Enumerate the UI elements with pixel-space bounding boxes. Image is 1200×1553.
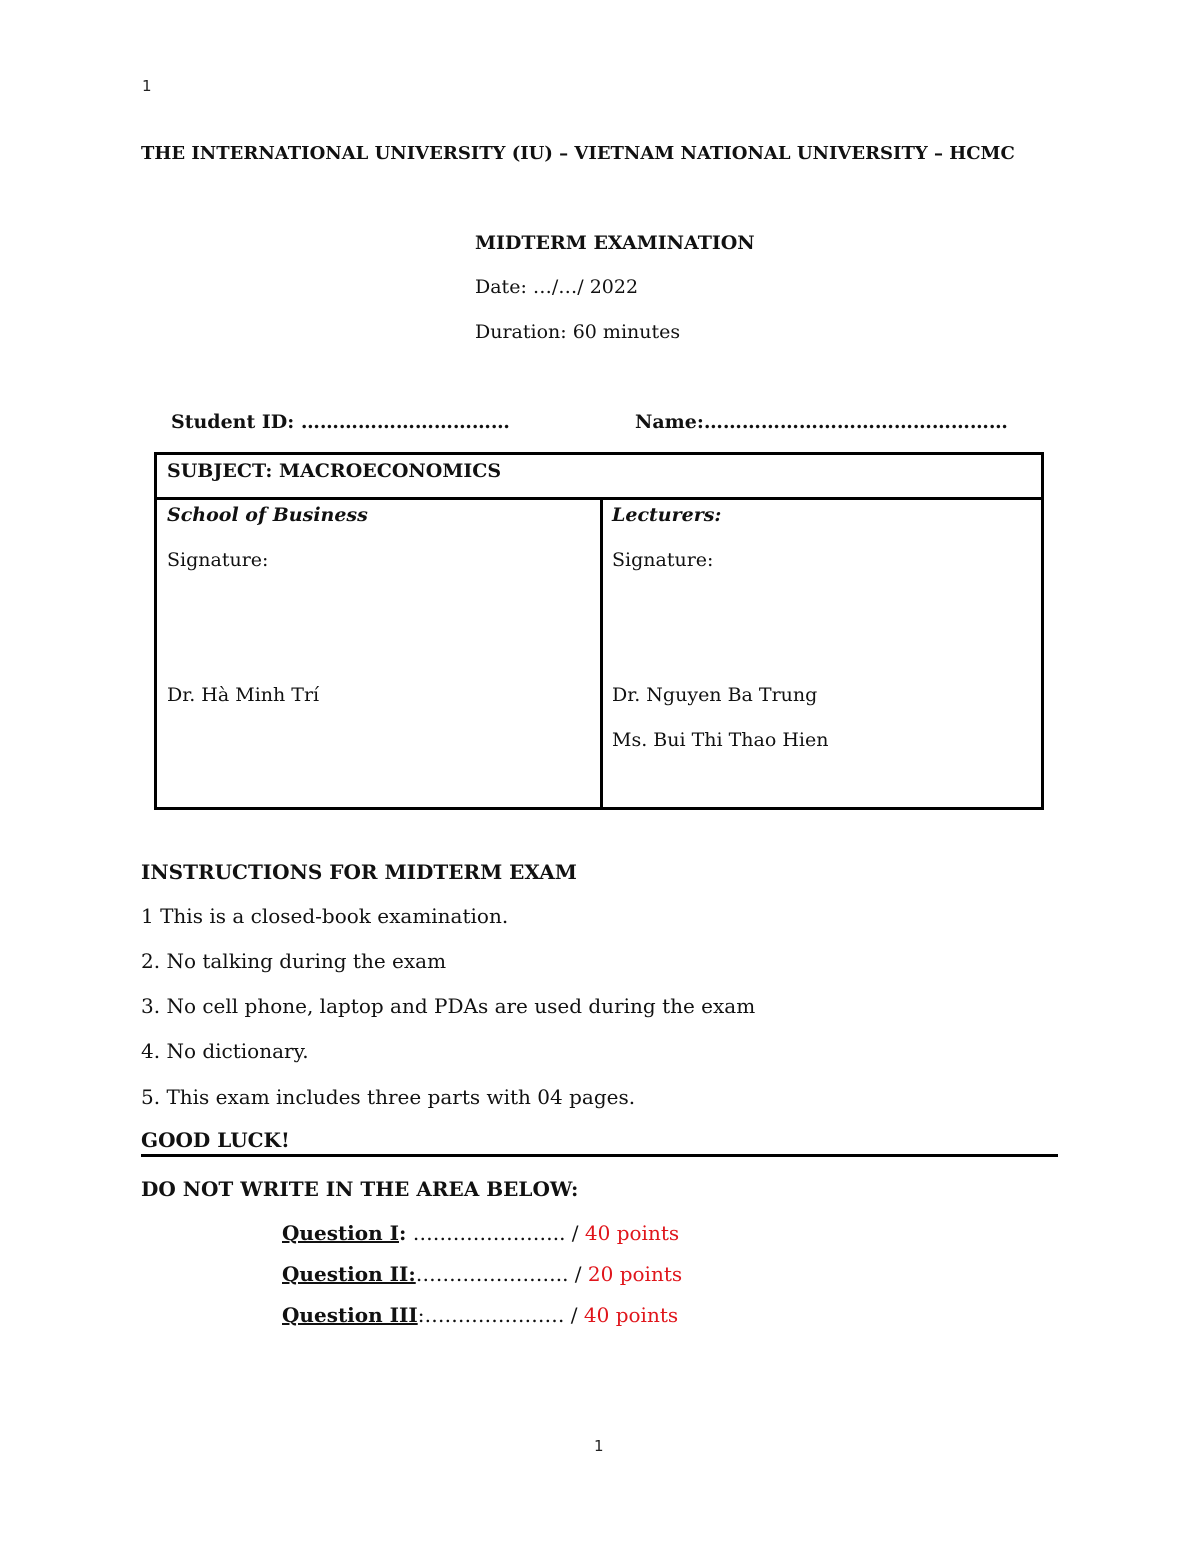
section-divider xyxy=(141,1154,1058,1157)
instruction-item: 1 This is a closed-book examination. xyxy=(141,904,509,928)
school-signer: Dr. Hà Minh Trí xyxy=(167,684,320,706)
instruction-item: 2. No talking during the exam xyxy=(141,949,447,973)
subject-label: SUBJECT: MACROECONOMICS xyxy=(167,460,502,482)
lecturers-heading: Lecturers: xyxy=(612,504,722,526)
grading-row-question-1 xyxy=(282,1221,679,1245)
max-points: 40 points xyxy=(584,1221,680,1245)
grading-heading: DO NOT WRITE IN THE AREA BELOW: xyxy=(141,1177,579,1201)
instruction-item: 5. This exam includes three parts with 04 pages. xyxy=(141,1085,636,1109)
question-label: Question I xyxy=(282,1221,399,1245)
score-blank: :………………… / xyxy=(417,1303,584,1327)
max-points: 20 points xyxy=(587,1262,683,1286)
subject-table xyxy=(154,452,1044,810)
exam-title: MIDTERM EXAMINATION xyxy=(475,232,755,254)
page-number-bottom: 1 xyxy=(594,1437,604,1455)
good-luck: GOOD LUCK! xyxy=(141,1128,290,1152)
grading-row-question-2 xyxy=(282,1262,682,1286)
instruction-item: 3. No cell phone, laptop and PDAs are used during the exam xyxy=(141,994,756,1018)
lecturers-signature-label: Signature: xyxy=(612,549,714,571)
subject-row xyxy=(157,455,1041,500)
question-label-suffix: : xyxy=(398,1221,407,1245)
score-blank: ………………….. / xyxy=(406,1221,585,1245)
school-heading: School of Business xyxy=(167,504,368,526)
max-points: 40 points xyxy=(583,1303,679,1327)
exam-date: Date: …/…/ 2022 xyxy=(475,276,639,298)
lecturer-signer-1: Dr. Nguyen Ba Trung xyxy=(612,684,818,706)
table-divider xyxy=(600,500,603,807)
student-name-field: Name:………………………………………… xyxy=(635,411,1008,433)
grading-row-question-3 xyxy=(282,1303,678,1327)
score-blank: ………………….. / xyxy=(415,1262,588,1286)
question-label: Question II: xyxy=(282,1262,416,1286)
question-label: Question III xyxy=(282,1303,418,1327)
student-id-field: Student ID: …………………………… xyxy=(171,411,510,433)
instruction-item: 4. No dictionary. xyxy=(141,1039,309,1063)
instructions-heading: INSTRUCTIONS FOR MIDTERM EXAM xyxy=(141,860,577,884)
page-number-top: 1 xyxy=(142,77,152,95)
lecturer-signer-2: Ms. Bui Thi Thao Hien xyxy=(612,729,829,751)
exam-duration: Duration: 60 minutes xyxy=(475,321,681,343)
school-signature-label: Signature: xyxy=(167,549,269,571)
institution-header: THE INTERNATIONAL UNIVERSITY (IU) – VIETNAM NATIONAL UNIVERSITY – HCMC xyxy=(141,143,1015,164)
